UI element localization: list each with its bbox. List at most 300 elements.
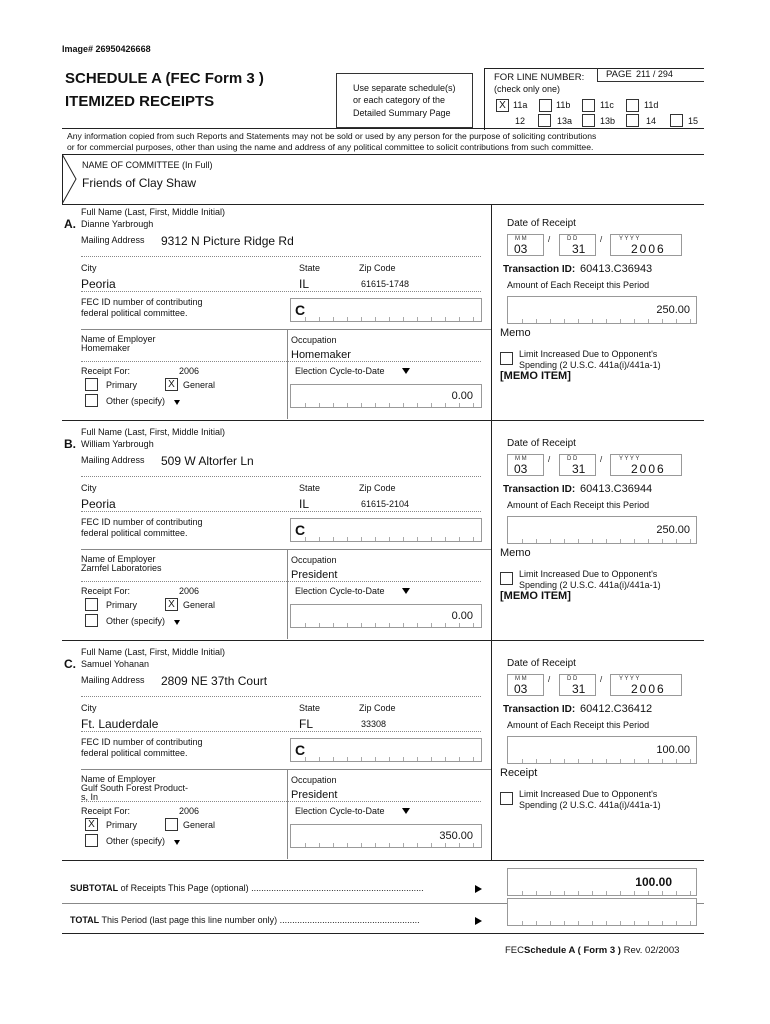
amount-each-label: Amount of Each Receipt this Period: [507, 500, 650, 510]
field-tick: [550, 891, 551, 895]
field-tick: [417, 403, 418, 407]
cycle-to-date-field[interactable]: [290, 824, 482, 848]
field-tick: [375, 623, 376, 627]
field-tick: [522, 539, 523, 543]
field-tick: [319, 317, 320, 321]
field-tick: [403, 317, 404, 321]
receipt-for-label: Receipt For:: [81, 366, 131, 376]
field-tick: [620, 319, 621, 323]
date-of-receipt-label: Date of Receipt: [507, 658, 576, 669]
field-tick: [375, 757, 376, 761]
field-tick: [634, 759, 635, 763]
check-only-one-label: (check only one): [494, 84, 561, 94]
receipt-entry-b: [62, 424, 704, 640]
date-of-receipt-label: Date of Receipt: [507, 438, 576, 449]
field-tick: [606, 891, 607, 895]
fec-id-field[interactable]: [290, 738, 482, 762]
field-tick: [536, 891, 537, 895]
zip-label: Zip Code: [359, 263, 396, 273]
field-tick: [648, 539, 649, 543]
primary-label: Primary: [106, 820, 137, 830]
field-tick: [445, 757, 446, 761]
line-11b-label: 11b: [556, 100, 571, 110]
field-tick: [690, 319, 691, 323]
footer-form-id: [505, 945, 679, 956]
field-tick: [375, 843, 376, 847]
mm-hint: M M: [515, 676, 527, 682]
field-tick: [690, 921, 691, 925]
primary-label: Primary: [106, 380, 137, 390]
fec-id-label-2: federal political committee.: [81, 308, 188, 318]
field-tick: [305, 537, 306, 541]
line-13b-checkbox[interactable]: [626, 114, 639, 127]
field-tick: [333, 403, 334, 407]
city-label: City: [81, 263, 97, 273]
field-tick: [634, 921, 635, 925]
receipt-year-field[interactable]: [610, 234, 682, 256]
occupation-value: Homemaker: [291, 349, 351, 361]
fec-c-mark: C: [295, 522, 306, 538]
field-tick: [417, 537, 418, 541]
disclaimer-line-2: or for commercial purposes, other than using the name and address of any political committee to solicit contributions from such committee.: [67, 142, 594, 152]
field-tick: [578, 921, 579, 925]
field-tick: [536, 539, 537, 543]
field-tick: [389, 403, 390, 407]
field-tick: [620, 921, 621, 925]
limit-increased-checkbox[interactable]: [500, 352, 513, 365]
other-checkbox[interactable]: [85, 394, 98, 407]
fec-id-field[interactable]: [290, 518, 482, 542]
field-tick: [417, 623, 418, 627]
city-label: City: [81, 483, 97, 493]
receipt-year-value: 2006: [631, 682, 666, 696]
general-label: General: [183, 380, 216, 390]
field-tick: [333, 537, 334, 541]
field-tick: [431, 757, 432, 761]
general-checkbox[interactable]: X: [165, 378, 178, 391]
election-cycle-dropdown-icon[interactable]: [402, 588, 410, 594]
field-tick: [592, 319, 593, 323]
field-tick: [333, 843, 334, 847]
field-tick: [536, 759, 537, 763]
subtotal-label-rest: of Receipts This Page (optional) .....................................................................: [118, 883, 424, 893]
yyyy-hint: Y Y Y Y: [619, 456, 640, 462]
mailing-address: 9312 N Picture Ridge Rd: [161, 234, 294, 248]
field-tick: [459, 537, 460, 541]
field-tick: [648, 921, 649, 925]
amount-value: 250.00: [656, 304, 690, 316]
field-tick: [417, 317, 418, 321]
field-tick: [662, 921, 663, 925]
date-slash: /: [600, 455, 603, 464]
employer-value-line-1: Gulf South Forest Product-: [81, 783, 189, 793]
line-11c-checkbox[interactable]: [582, 99, 595, 112]
election-cycle-label: Election Cycle-to-Date: [295, 366, 385, 376]
full-name-label: Full Name (Last, First, Middle Initial): [81, 427, 226, 437]
amount-value: 100.00: [656, 744, 690, 756]
field-tick: [431, 403, 432, 407]
amount-each-label: Amount of Each Receipt this Period: [507, 720, 650, 730]
receipt-month: 03: [514, 242, 528, 256]
dd-hint: D D: [567, 456, 578, 462]
field-tick: [389, 623, 390, 627]
state-label: State: [299, 703, 321, 713]
field-tick: [319, 843, 320, 847]
election-cycle-label: Election Cycle-to-Date: [295, 806, 385, 816]
page-label: PAGE: [606, 69, 632, 80]
fec-id-label-1: FEC ID number of contributing: [81, 297, 203, 307]
amount-value: 250.00: [656, 524, 690, 536]
line-11b-checkbox[interactable]: [539, 99, 552, 112]
field-tick: [445, 403, 446, 407]
subtotal-field[interactable]: [507, 868, 697, 896]
field-tick: [606, 319, 607, 323]
field-tick: [550, 539, 551, 543]
field-tick: [305, 757, 306, 761]
line-11a-label: 11a: [513, 100, 528, 110]
field-tick: [473, 537, 474, 541]
page-value: 211 / 294: [636, 69, 673, 79]
receipt-day: 31: [572, 682, 586, 696]
field-tick: [445, 623, 446, 627]
fec-id-label-2: federal political committee.: [81, 748, 188, 758]
occupation-value: President: [291, 789, 338, 801]
schedule-title: SCHEDULE A (FEC Form 3 ): [65, 70, 264, 87]
field-tick: [662, 891, 663, 895]
receipt-month: 03: [514, 682, 528, 696]
fec-id-field[interactable]: [290, 298, 482, 322]
receipt-day: 31: [572, 242, 586, 256]
zip-value: 33308: [361, 719, 387, 729]
field-tick: [305, 403, 306, 407]
field-tick: [473, 317, 474, 321]
other-specify-label: Other (specify): [106, 836, 166, 846]
field-tick: [445, 537, 446, 541]
receipt-month-field[interactable]: [507, 454, 544, 476]
field-tick: [473, 623, 474, 627]
field-tick: [375, 317, 376, 321]
date-slash: /: [600, 235, 603, 244]
field-tick: [403, 403, 404, 407]
other-specify-dropdown-icon[interactable]: [174, 840, 180, 845]
field-tick: [445, 317, 446, 321]
field-tick: [676, 319, 677, 323]
limit-increased-text-2: Spending (2 U.S.C. 441a(i)/441a-1): [519, 580, 661, 590]
field-tick: [459, 757, 460, 761]
memo-label: Memo: [500, 327, 531, 339]
field-tick: [375, 403, 376, 407]
mailing-address-label: Mailing Address: [81, 235, 145, 245]
field-tick: [347, 403, 348, 407]
other-specify-dropdown-icon[interactable]: [174, 400, 180, 405]
field-tick: [606, 921, 607, 925]
line-12-checkbox[interactable]: [538, 114, 551, 127]
general-checkbox[interactable]: X: [165, 598, 178, 611]
line-11c-label: 11c: [600, 100, 614, 110]
receipt-year-field[interactable]: [610, 674, 682, 696]
field-tick: [305, 843, 306, 847]
field-tick: [459, 403, 460, 407]
field-tick: [648, 319, 649, 323]
contributor-name: Samuel Yohanan: [81, 659, 150, 669]
limit-increased-checkbox[interactable]: [500, 792, 513, 805]
mm-hint: M M: [515, 456, 527, 462]
occupation-value: President: [291, 569, 338, 581]
field-tick: [676, 759, 677, 763]
field-tick: [578, 539, 579, 543]
yyyy-hint: Y Y Y Y: [619, 236, 640, 242]
field-tick: [431, 537, 432, 541]
election-cycle-dropdown-icon[interactable]: [402, 368, 410, 374]
total-label: [70, 915, 420, 925]
field-tick: [620, 539, 621, 543]
field-tick: [361, 537, 362, 541]
subtotal-arrow-icon: [475, 885, 482, 893]
field-tick: [445, 843, 446, 847]
election-cycle-dropdown-icon[interactable]: [402, 808, 410, 814]
footer-prefix: FEC: [505, 945, 524, 956]
zip-value: 61615-1748: [361, 279, 410, 289]
receipt-day-field[interactable]: [559, 674, 596, 696]
line-13b-label: 13b: [600, 116, 616, 126]
field-tick: [473, 843, 474, 847]
field-tick: [459, 843, 460, 847]
receipt-for-label: Receipt For:: [81, 806, 131, 816]
field-tick: [662, 759, 663, 763]
field-tick: [620, 759, 621, 763]
receipt-month-field[interactable]: [507, 234, 544, 256]
line-15-label: 15: [688, 116, 699, 126]
field-tick: [403, 843, 404, 847]
receipt-year-field[interactable]: [610, 454, 682, 476]
field-tick: [361, 757, 362, 761]
mailing-address: 2809 NE 37th Court: [161, 674, 268, 688]
field-tick: [648, 759, 649, 763]
limit-increased-text-1: Limit Increased Due to Opponent's: [519, 569, 658, 579]
receipt-year: 2006: [179, 366, 200, 376]
limit-increased-text-1: Limit Increased Due to Opponent's: [519, 789, 658, 799]
field-tick: [403, 757, 404, 761]
other-specify-label: Other (specify): [106, 616, 166, 626]
receipt-for-label: Receipt For:: [81, 586, 131, 596]
employer-label: Name of Employer: [81, 334, 156, 344]
field-tick: [578, 891, 579, 895]
employer-label: Name of Employer: [81, 774, 156, 784]
general-label: General: [183, 600, 216, 610]
state-value: IL: [299, 277, 310, 291]
receipt-month-field[interactable]: [507, 674, 544, 696]
city-value: Peoria: [81, 497, 116, 511]
entry-letter: A.: [64, 217, 76, 231]
entry-letter: B.: [64, 437, 76, 451]
field-tick: [319, 757, 320, 761]
fec-c-mark: C: [295, 742, 306, 758]
field-tick: [319, 537, 320, 541]
field-tick: [431, 843, 432, 847]
general-checkbox[interactable]: [165, 818, 178, 831]
field-tick: [578, 319, 579, 323]
city-value: Peoria: [81, 277, 116, 291]
occupation-label: Occupation: [291, 555, 337, 565]
limit-increased-text-2: Spending (2 U.S.C. 441a(i)/441a-1): [519, 800, 661, 810]
field-tick: [361, 843, 362, 847]
field-tick: [389, 537, 390, 541]
field-tick: [389, 843, 390, 847]
zip-value: 61615-2104: [361, 499, 410, 509]
line-11d-label: 11d: [644, 100, 659, 110]
field-tick: [417, 843, 418, 847]
field-tick: [375, 537, 376, 541]
field-tick: [564, 921, 565, 925]
receipt-month: 03: [514, 462, 528, 476]
other-checkbox[interactable]: [85, 614, 98, 627]
field-tick: [347, 757, 348, 761]
field-tick: [606, 759, 607, 763]
receipt-day: 31: [572, 462, 586, 476]
field-tick: [333, 757, 334, 761]
field-tick: [592, 759, 593, 763]
field-tick: [592, 921, 593, 925]
schedule-subtitle: ITEMIZED RECEIPTS: [65, 93, 215, 110]
fec-c-mark: C: [295, 302, 306, 318]
amount-field[interactable]: [507, 296, 697, 324]
field-tick: [592, 891, 593, 895]
transaction-id-label: Transaction ID:: [503, 484, 576, 495]
cycle-to-date-value: 350.00: [439, 830, 473, 842]
field-tick: [690, 539, 691, 543]
line-13a-label: 13a: [557, 116, 573, 126]
field-tick: [361, 403, 362, 407]
employer-value: Zarnfel Laboratories: [81, 563, 162, 573]
field-tick: [459, 623, 460, 627]
limit-increased-checkbox[interactable]: [500, 572, 513, 585]
subtotal-label: [70, 883, 424, 893]
receipt-year: 2006: [179, 586, 200, 596]
mm-hint: M M: [515, 236, 527, 242]
other-checkbox[interactable]: [85, 834, 98, 847]
field-tick: [676, 891, 677, 895]
field-tick: [347, 537, 348, 541]
field-tick: [564, 891, 565, 895]
receipt-day-field[interactable]: [559, 454, 596, 476]
employer-value-line-2: s, In: [81, 792, 99, 802]
field-tick: [564, 319, 565, 323]
field-tick: [578, 759, 579, 763]
line-14-label: 14: [646, 116, 657, 126]
fec-id-label-1: FEC ID number of contributing: [81, 517, 203, 527]
field-tick: [333, 623, 334, 627]
field-tick: [473, 403, 474, 407]
occupation-label: Occupation: [291, 335, 337, 345]
line-11d-checkbox[interactable]: [626, 99, 639, 112]
field-tick: [347, 623, 348, 627]
subtotal-value: 100.00: [635, 875, 672, 889]
primary-label: Primary: [106, 600, 137, 610]
primary-checkbox[interactable]: [85, 378, 98, 391]
field-tick: [473, 757, 474, 761]
footer-revision: Rev. 02/2003: [620, 945, 680, 956]
field-tick: [536, 921, 537, 925]
receipt-year: 2006: [179, 806, 200, 816]
other-specify-label: Other (specify): [106, 396, 166, 406]
occupation-label: Occupation: [291, 775, 337, 785]
line-11a-checkbox[interactable]: X: [496, 99, 509, 112]
amount-field[interactable]: [507, 736, 697, 764]
dd-hint: D D: [567, 676, 578, 682]
date-of-receipt-label: Date of Receipt: [507, 218, 576, 229]
field-tick: [389, 317, 390, 321]
field-tick: [305, 317, 306, 321]
state-value: IL: [299, 497, 310, 511]
field-tick: [347, 843, 348, 847]
field-tick: [676, 921, 677, 925]
memo-item-label: [MEMO ITEM]: [500, 590, 571, 602]
image-id: Image# 26950426668: [62, 44, 151, 54]
disclaimer-line-1: Any information copied from such Reports and Statements may not be sold or used by any person for the purpose of soliciting contributions: [67, 131, 597, 141]
general-label: General: [183, 820, 216, 830]
fec-id-label-1: FEC ID number of contributing: [81, 737, 203, 747]
field-tick: [690, 759, 691, 763]
cycle-to-date-field[interactable]: [290, 604, 482, 628]
field-tick: [522, 891, 523, 895]
memo-label: Memo: [500, 547, 531, 559]
entry-letter: C.: [64, 657, 76, 671]
field-tick: [403, 623, 404, 627]
receipt-year-value: 2006: [631, 242, 666, 256]
field-tick: [417, 757, 418, 761]
total-label-bold: TOTAL: [70, 915, 100, 925]
field-tick: [522, 319, 523, 323]
primary-checkbox[interactable]: X: [85, 818, 98, 831]
cycle-to-date-value: 0.00: [451, 390, 473, 402]
footer-schedule: Schedule A ( Form 3 ): [524, 945, 621, 956]
transaction-id-label: Transaction ID:: [503, 264, 576, 275]
employer-label: Name of Employer: [81, 554, 156, 564]
field-tick: [536, 319, 537, 323]
date-slash: /: [600, 675, 603, 684]
field-tick: [550, 319, 551, 323]
receipt-entry-a: [62, 204, 704, 420]
page-box: [597, 68, 704, 82]
field-tick: [319, 403, 320, 407]
amount-each-label: Amount of Each Receipt this Period: [507, 280, 650, 290]
transaction-id-value: 60412.C36412: [580, 703, 653, 715]
field-tick: [305, 623, 306, 627]
total-field[interactable]: [507, 898, 697, 926]
transaction-id-value: 60413.C36943: [580, 263, 653, 275]
mailing-address: 509 W Altorfer Ln: [161, 454, 254, 468]
line-14-checkbox[interactable]: [670, 114, 683, 127]
amount-field[interactable]: [507, 516, 697, 544]
other-specify-dropdown-icon[interactable]: [174, 620, 180, 625]
yyyy-hint: Y Y Y Y: [619, 676, 640, 682]
field-tick: [361, 317, 362, 321]
line-13a-checkbox[interactable]: [582, 114, 595, 127]
receipt-day-field[interactable]: [559, 234, 596, 256]
limit-increased-text-1: Limit Increased Due to Opponent's: [519, 349, 658, 359]
field-tick: [431, 623, 432, 627]
use-separate-text-2: or each category of the: [353, 95, 446, 105]
field-tick: [347, 317, 348, 321]
field-tick: [550, 921, 551, 925]
zip-label: Zip Code: [359, 703, 396, 713]
cycle-to-date-value: 0.00: [451, 610, 473, 622]
primary-checkbox[interactable]: [85, 598, 98, 611]
cycle-to-date-field[interactable]: [290, 384, 482, 408]
field-tick: [389, 757, 390, 761]
committee-bracket-icon: [62, 154, 78, 204]
field-tick: [648, 891, 649, 895]
